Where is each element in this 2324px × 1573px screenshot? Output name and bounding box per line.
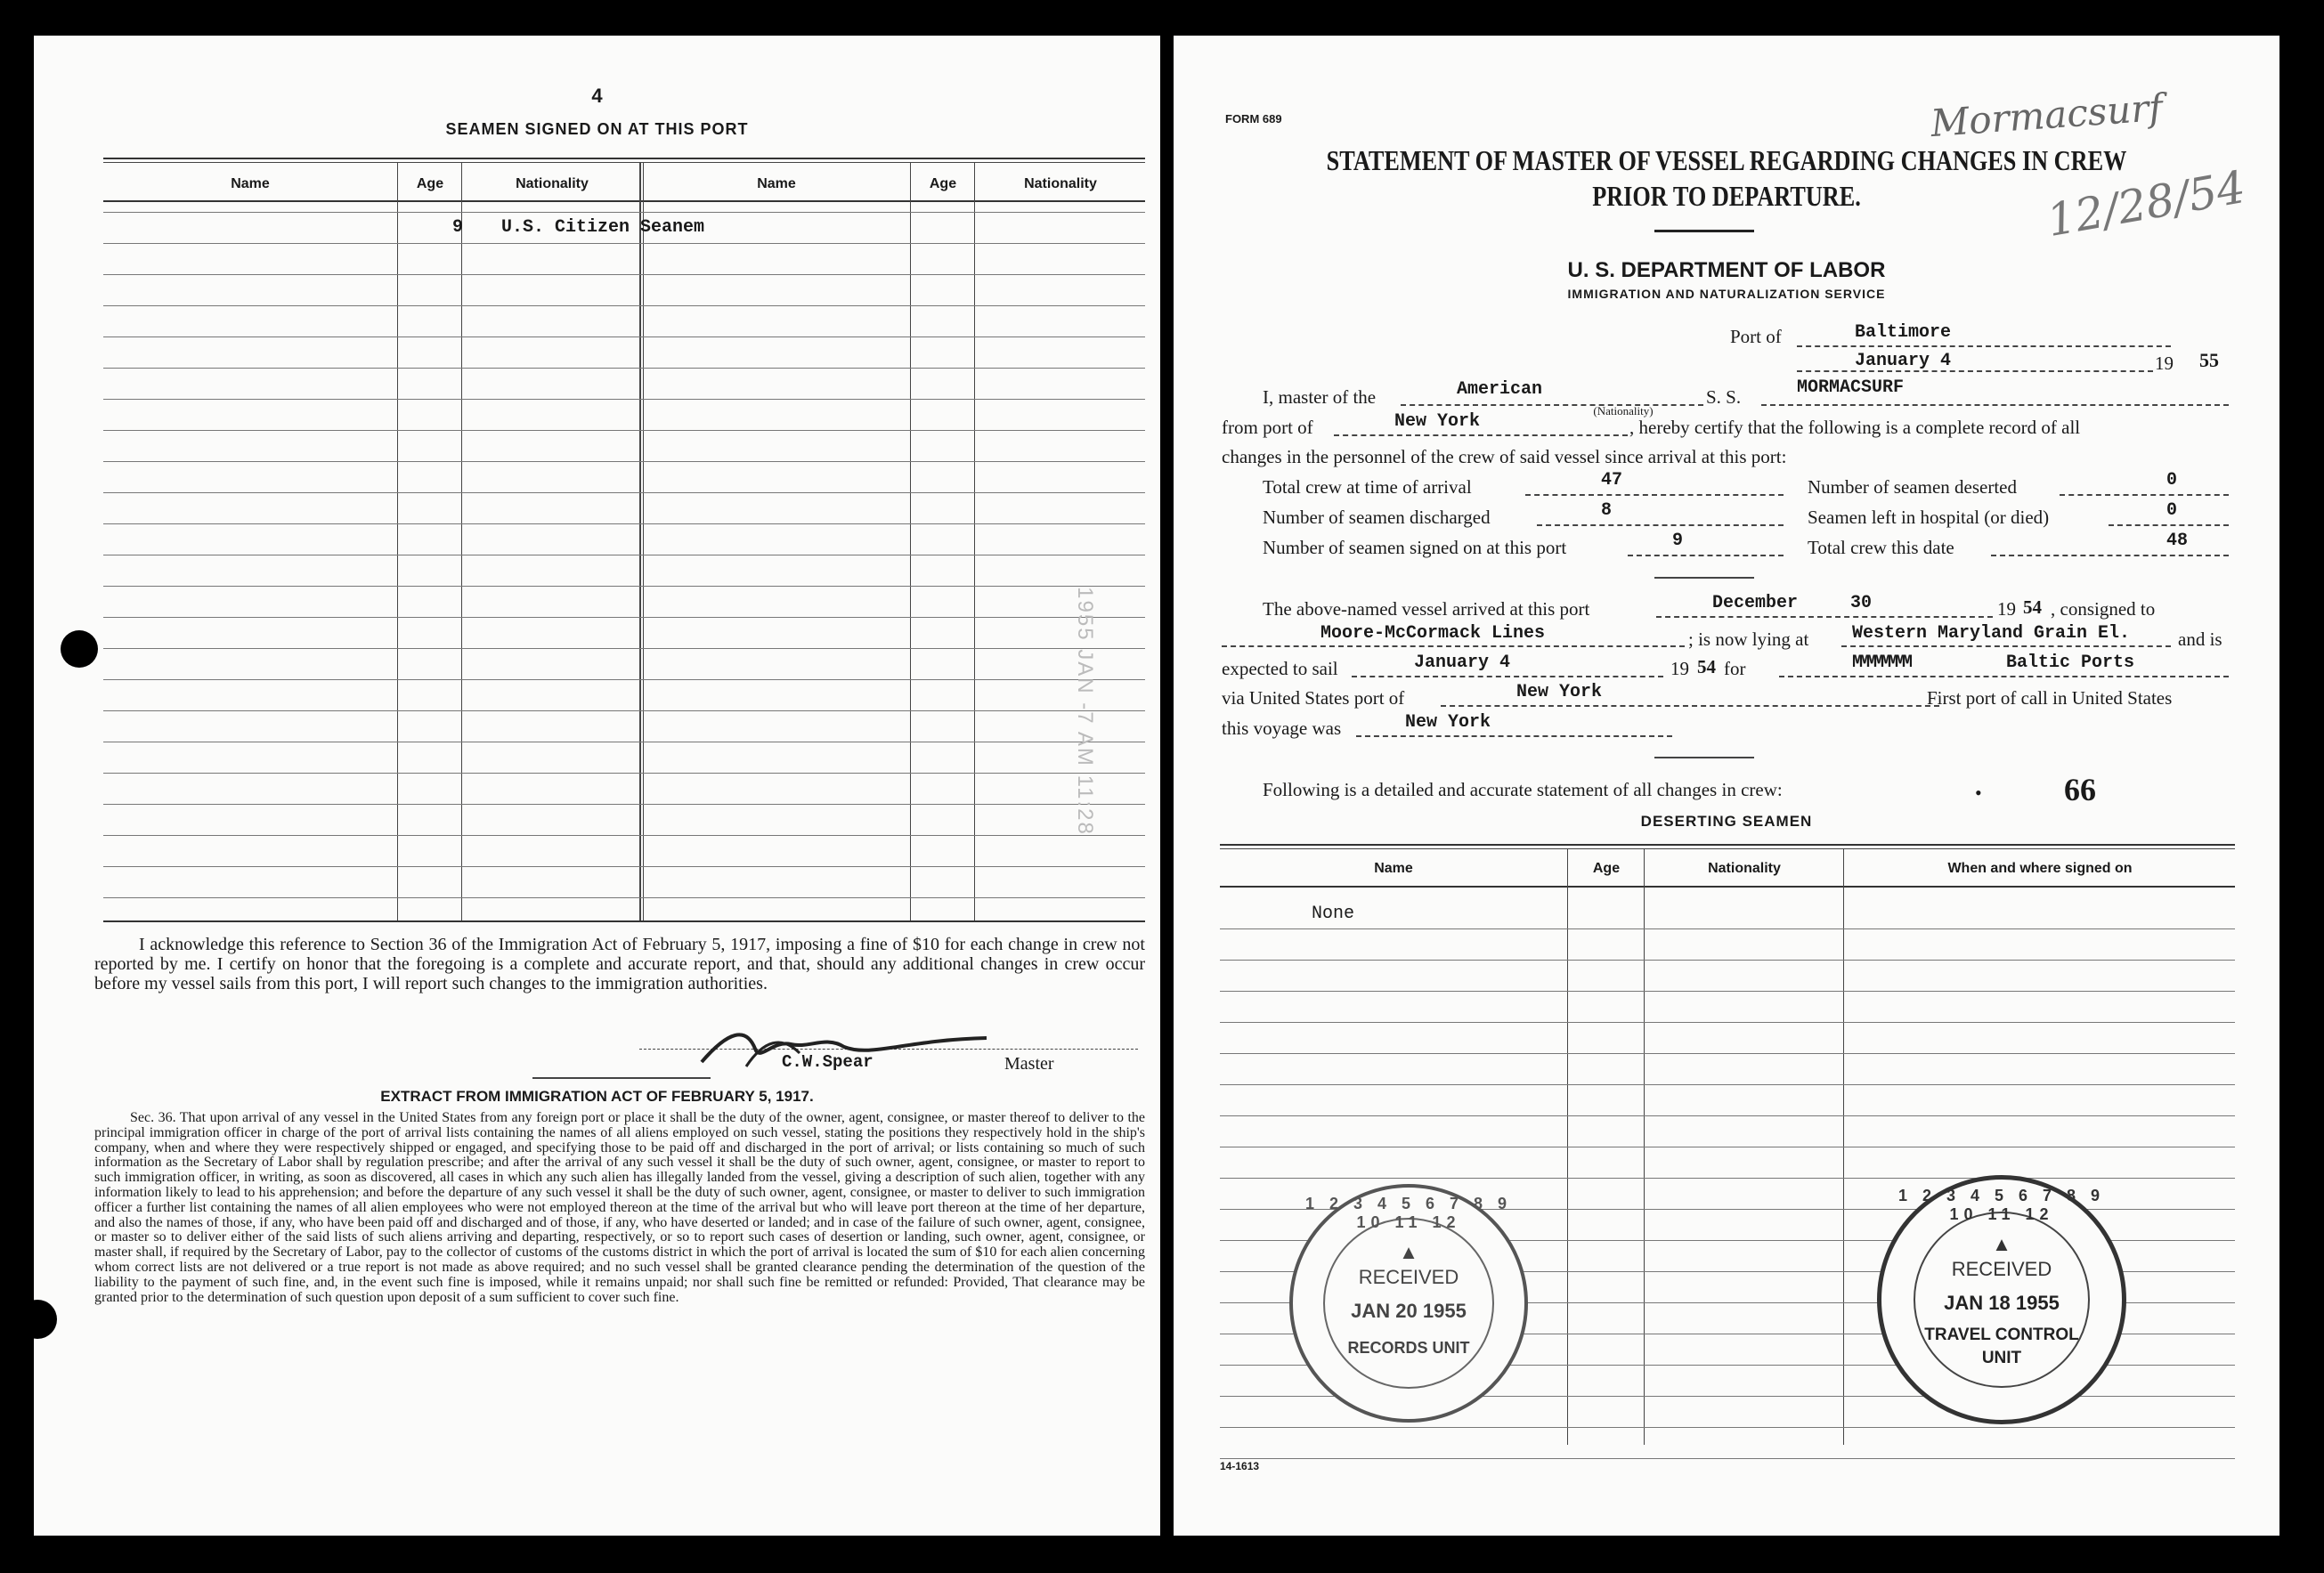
sail-for-line: [1779, 676, 2229, 677]
table-row-rule: [103, 399, 1145, 400]
lying-value: Western Maryland Grain El.: [1852, 623, 2131, 644]
title-rule: [1654, 230, 1754, 232]
table-row-rule: [1220, 1022, 2235, 1023]
for-label: for: [1724, 658, 1746, 679]
table-row-rule: [103, 773, 1145, 774]
table-top-rule-2: [1220, 848, 2235, 849]
col-divider: [397, 162, 398, 920]
table-row-rule: [103, 523, 1145, 524]
stamp-received: RECEIVED: [1358, 1266, 1459, 1288]
first-port-label: First port of call in United States: [1927, 687, 2173, 709]
ship-name: MORMACSURF: [1797, 377, 1905, 398]
deserting-entry: None: [1312, 904, 1355, 924]
stamp-ring-numbers: 1 2 3 4 5 6 7 8 9 10 11 12: [1897, 1187, 2106, 1223]
stamp-date: JAN 18 1955: [1944, 1292, 2060, 1314]
date-line: [1797, 370, 2153, 372]
nationality-value: American: [1457, 379, 1543, 400]
stamp-received: RECEIVED: [1951, 1258, 2052, 1280]
stat-line: [1628, 555, 1784, 556]
lying-line: [1841, 645, 2171, 647]
hole-punch: [18, 1300, 57, 1339]
ss-label: S. S.: [1706, 386, 1742, 408]
sail-for: Baltic Ports: [2006, 653, 2135, 673]
deserted: 0: [2166, 470, 2178, 491]
table-row-rule: [1220, 1178, 2235, 1179]
table-row-rule: [103, 617, 1145, 618]
stat-line: [2109, 524, 2229, 526]
extract-text: Sec. 36. That upon arrival of any vessel in the United States from any foreign port or place it shall be the duty of the owner, agent, consignee, or master thereof to deliver to the principal immigration officer in charge of the port of arrival lists containing the names of all aliens employed on such vessel, stating the positions they respectively hold in the ship's company, when and where they were respectively shipped or engaged, and specifying those to be paid off and discharged in the port of arrival; or lists containing so much of such information as the Secretary of Labor shall by regulation prescribe; and after the arrival of any such vessel it shall be the duty of such owner, agent, consignee, or master to report to such immigration officer, in writing, as soon as discovered, all cases in which any such alien has illegally landed from the vessel, giving a description of such alien, together with any information likely to lead to his apprehension; and before the departure of any such vessel it shall be the duty of such owner, agent, consignee, or master to deliver to such immigration officer a further list containing the names of all alien employees who were not employed thereon at the time of the arrival but who will leave port thereon at the time of her departure, and also the names of those, if any, who have been paid off and discharged and of those, if any, who have deserted or landed; and in case of the failure of such owner, agent, consignee, or master so to deliver either of the said lists of such aliens arriving and departing, respectively, or so to report such cases of desertion or landing, such owner, agent, consignee, or master shall, if required by the Secretary of Labor, pay to the collector of customs of the customs district in which the port of arrival is located the sum of $10 for each alien concerning whom correct lists are not delivered or a true report is not made as above required; and no such vessel shall be granted clearance pending the determination of the question of the liability to the payment of such fine, and, in the event such fine is imposed, while it remains unpaid; nor shall such fine be remitted or refunded: Provided, That clearance may be granted prior to the determination of such question upon deposit of a sum sufficient to cover such fine.: [94, 1110, 1145, 1305]
table-row-rule: [103, 866, 1145, 867]
table-bottom-rule: [103, 920, 1145, 922]
entry-text: U.S. Citizen Seanem: [501, 217, 705, 238]
form-number: FORM 689: [1225, 112, 1282, 126]
arrived-year: 54: [2023, 596, 2042, 618]
sail-date: January 4: [1414, 653, 1511, 673]
stamp-unit: TRAVEL CONTROL: [1924, 1326, 2079, 1344]
arrow-up-icon: ▲: [1399, 1241, 1418, 1263]
arrived-year-prefix: 19: [1997, 598, 2016, 620]
acknowledgement-text: I acknowledge this reference to Section 36 of the Immigration Act of February 5, 1917, imposing a fine of $10 for each change in crew not reported by me. I certify on honor that the foregoing is a complete and accurate report, and that, should any additional changes in crew occur before my vessel sails from this port, I will report such changes to the immigration authorities.: [94, 935, 1145, 993]
following-text: Following is a detailed and accurate statement of all changes in crew:: [1263, 779, 1783, 800]
left-page: [34, 36, 1160, 1536]
consignee-line: [1222, 645, 1685, 647]
hospital: 0: [2166, 500, 2178, 521]
changes-text: changes in the personnel of the crew of said vessel since arrival at this port:: [1222, 446, 1787, 467]
from-port-value: New York: [1394, 411, 1481, 432]
expected-label: expected to sail: [1222, 658, 1338, 679]
sail-year-prefix: 19: [1670, 658, 1689, 679]
divider-rule: [1654, 577, 1754, 579]
table-row-rule: [1220, 1115, 2235, 1116]
total-crew-arrival-label: Total crew at time of arrival: [1263, 476, 1472, 498]
table-top-rule: [103, 158, 1145, 159]
col-header-name: Name: [1374, 861, 1413, 876]
hole-punch: [61, 630, 98, 668]
sail-year: 54: [1697, 656, 1716, 677]
port-line: [1797, 345, 2171, 347]
col-header-name-2: Name: [757, 176, 796, 191]
col-header-nationality: Nationality: [516, 176, 589, 191]
handwritten-ship-name: Mormacsurf: [1929, 85, 2165, 146]
page-mark: 66: [2064, 772, 2096, 807]
col-header-age: Age: [1592, 861, 1621, 876]
right-page: [1174, 36, 2279, 1536]
col-divider: [974, 162, 975, 920]
arrived-label: The above-named vessel arrived at this port: [1263, 598, 1590, 620]
table-header-rule: [103, 200, 1145, 202]
department-name: U. S. DEPARTMENT OF LABOR: [1567, 258, 1886, 282]
table-row-rule: [103, 710, 1145, 711]
stamp-date: JAN 20 1955: [1351, 1300, 1467, 1322]
table-row-rule: [103, 679, 1145, 680]
arrived-line: [1656, 616, 1993, 618]
table-row-rule: [1220, 928, 2235, 929]
stat-line: [1525, 494, 1784, 496]
table-row-rule: [103, 243, 1145, 244]
consignee: Moore-McCormack Lines: [1320, 623, 1546, 644]
date-value: January 4: [1855, 351, 1952, 371]
total-crew-date: 48: [2166, 531, 2189, 551]
table-row-rule: [103, 586, 1145, 587]
total-crew-arrival: 47: [1601, 470, 1623, 491]
and-is-text: and is: [2178, 628, 2222, 650]
year-prefix: 19: [2155, 353, 2174, 374]
via-label: via United States port of: [1222, 687, 1405, 709]
stamp-unit: RECORDS UNIT: [1347, 1339, 1470, 1357]
col-divider: [461, 162, 462, 920]
table-row-rule: [1220, 991, 2235, 992]
total-crew-date-label: Total crew this date: [1808, 537, 1954, 558]
entry-count: 9: [452, 217, 464, 238]
stamp-unit-2: UNIT: [1981, 1349, 2022, 1367]
col-header-name: Name: [231, 176, 270, 191]
table-row-rule: [103, 336, 1145, 337]
deserted-label: Number of seamen deserted: [1808, 476, 2017, 498]
received-stamp-records-unit: [1289, 1184, 1528, 1423]
hospital-label: Seamen left in hospital (or died): [1808, 507, 2050, 528]
table-row-rule: [103, 305, 1145, 306]
certify-text: , hereby certify that the following is a complete record of all: [1629, 417, 2081, 438]
divider-rule: [532, 1077, 711, 1079]
signer-name: C.W.Spear: [782, 1052, 874, 1072]
from-port-line: [1334, 434, 1628, 436]
table-row-rule: [103, 274, 1145, 275]
sail-for-struck: MMMMMMMM: [1852, 653, 1910, 673]
col-divider: [643, 162, 644, 920]
col-header-nationality: Nationality: [1708, 861, 1781, 876]
handwritten-date: 12/28/54: [2043, 160, 2249, 247]
table-row-rule: [103, 430, 1145, 431]
col-header-age: Age: [416, 176, 444, 191]
dot-mark: •: [1975, 782, 1982, 804]
lying-label: ; is now lying at: [1688, 628, 1809, 650]
section-title: SEAMEN SIGNED ON AT THIS PORT: [445, 120, 749, 138]
arrived-month: December: [1712, 593, 1799, 613]
sail-line: [1352, 676, 1663, 677]
divider-rule: [1654, 757, 1754, 758]
col-header-nationality-2: Nationality: [1024, 176, 1097, 191]
table-row-rule: [103, 804, 1145, 805]
table-row-rule: [103, 461, 1145, 462]
table-header-rule: [1220, 886, 2235, 888]
table-row-rule: [1220, 1458, 2235, 1459]
faint-received-stamp: 1955 JAN -7 AM 11:28: [1072, 587, 1097, 836]
table-row-rule: [103, 492, 1145, 493]
table-row-rule: [103, 368, 1145, 369]
arrow-up-icon: ▲: [1992, 1233, 2011, 1255]
signed-on-label: Number of seamen signed on at this port: [1263, 537, 1567, 558]
from-port-label: from port of: [1222, 417, 1313, 438]
deserting-title: DESERTING SEAMEN: [1640, 813, 1813, 830]
signed-on: 9: [1672, 531, 1684, 551]
port-value: Baltimore: [1855, 322, 1952, 343]
discharged: 8: [1601, 500, 1613, 521]
year-value: 55: [2199, 349, 2219, 371]
table-row-rule: [1220, 1053, 2235, 1054]
extract-title: EXTRACT FROM IMMIGRATION ACT OF FEBRUARY 5, 1917.: [380, 1088, 814, 1105]
form-title-line-2: PRIOR TO DEPARTURE.: [1592, 180, 1861, 212]
this-voyage-line: [1356, 735, 1672, 737]
this-voyage-value: New York: [1405, 712, 1491, 733]
signer-title: Master: [1004, 1054, 1054, 1074]
ship-name-line: [1761, 404, 2229, 406]
stat-line: [1537, 524, 1784, 526]
via-line: [1441, 705, 1939, 707]
discharged-label: Number of seamen discharged: [1263, 507, 1491, 528]
arrived-day: 30: [1850, 593, 1873, 613]
table-top-rule-2: [103, 162, 1145, 163]
table-row-rule: [103, 835, 1145, 836]
table-row-rule: [103, 212, 1145, 213]
table-row-rule: [1220, 1427, 2235, 1428]
stamp-ring-numbers: 1 2 3 4 5 6 7 8 9 10 11 12: [1304, 1195, 1513, 1231]
footer-code: 14-1613: [1220, 1460, 1260, 1472]
page-number: 4: [591, 85, 603, 107]
table-row-rule: [103, 897, 1145, 898]
port-label: Port of: [1730, 326, 1782, 347]
consigned-label: , consigned to: [2051, 598, 2156, 620]
col-divider: [639, 162, 641, 920]
col-divider: [910, 162, 911, 920]
stat-line: [1991, 555, 2229, 556]
this-voyage-label: this voyage was: [1222, 718, 1342, 739]
table-row-rule: [1220, 960, 2235, 961]
col-header-age-2: Age: [929, 176, 957, 191]
via-value: New York: [1516, 682, 1603, 702]
received-stamp-travel-control: [1877, 1175, 2126, 1424]
form-title-line-1: STATEMENT OF MASTER OF VESSEL REGARDING CHANGES IN CREW: [1326, 144, 2127, 176]
service-name: IMMIGRATION AND NATURALIZATION SERVICE: [1567, 287, 1886, 301]
table-row-rule: [1220, 1084, 2235, 1085]
nationality-caption: (Nationality): [1593, 404, 1654, 418]
table-top-rule: [1220, 844, 2235, 846]
table-row-rule: [103, 648, 1145, 649]
stat-line: [2060, 494, 2229, 496]
col-header-when-where: When and where signed on: [1947, 861, 2133, 876]
master-of-label: I, master of the: [1263, 386, 1377, 408]
